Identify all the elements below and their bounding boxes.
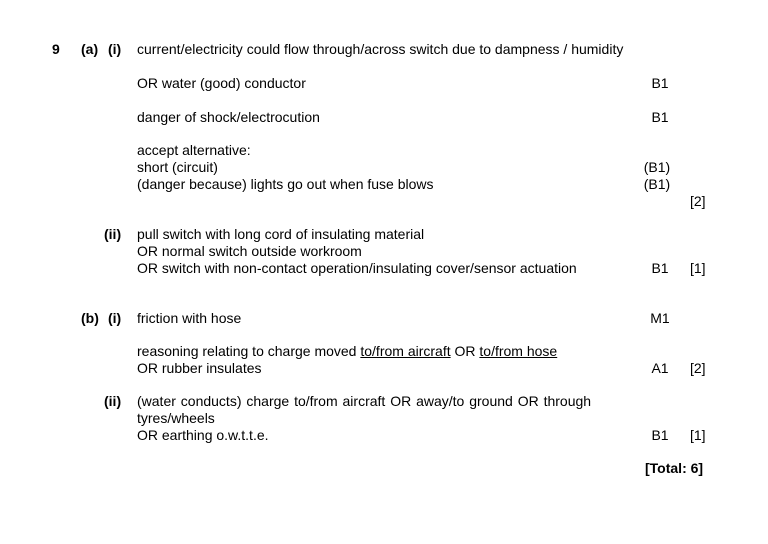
part-b-ii-label: (ii) <box>104 393 122 409</box>
a-ii-mark: B1 <box>651 260 669 276</box>
part-a-i-label: (i) <box>108 41 122 57</box>
a-i-alt2: (danger because) lights go out when fuse blows <box>137 176 434 192</box>
part-a-label: (a) <box>81 41 99 57</box>
b-ii-line1: (water conducts) charge to/from aircraft OR away/to ground OR through <box>137 393 592 409</box>
b-i-total: [2] <box>690 360 706 376</box>
part-b-i-label: (i) <box>108 310 122 326</box>
b-i-mark: A1 <box>651 360 669 376</box>
b-i-line2-pre: reasoning relating to charge moved <box>137 343 361 359</box>
b-i-line1-mark: M1 <box>650 310 670 326</box>
b-i-line2-mid: OR <box>450 343 480 359</box>
a-i-alt-heading: accept alternative: <box>137 142 251 158</box>
a-i-line1: current/electricity could flow through/across switch due to dampness / humidity <box>137 41 624 57</box>
a-ii-line3: OR switch with non-contact operation/insulating cover/sensor actuation <box>137 260 577 276</box>
a-ii-line1: pull switch with long cord of insulating material <box>137 226 425 242</box>
question-total: [Total: 6] <box>645 460 704 476</box>
b-i-line2-underline-hose: to/from hose <box>479 343 558 359</box>
a-i-line2-mark: B1 <box>651 75 669 91</box>
b-ii-total: [1] <box>690 427 706 443</box>
a-i-line3-mark: B1 <box>651 109 669 125</box>
question-number: 9 <box>52 41 60 57</box>
b-ii-line3: OR earthing o.w.t.t.e. <box>137 427 269 443</box>
a-i-alt1-mark: (B1) <box>643 159 671 175</box>
b-i-line3: OR rubber insulates <box>137 360 262 376</box>
a-i-line2: OR water (good) conductor <box>137 75 306 91</box>
b-i-line1: friction with hose <box>137 310 242 326</box>
a-ii-line2: OR normal switch outside workroom <box>137 243 362 259</box>
part-b-label: (b) <box>81 310 99 326</box>
a-i-line3: danger of shock/electrocution <box>137 109 320 125</box>
b-ii-line2: tyres/wheels <box>137 410 215 426</box>
a-i-alt1: short (circuit) <box>137 159 218 175</box>
b-ii-mark: B1 <box>651 427 669 443</box>
a-ii-total: [1] <box>690 260 706 276</box>
b-i-line2 <box>137 343 557 360</box>
part-a-ii-label: (ii) <box>104 226 122 242</box>
b-i-line2-underline-aircraft: to/from aircraft <box>360 343 451 359</box>
a-i-alt2-mark: (B1) <box>643 176 671 192</box>
a-i-total: [2] <box>690 193 706 209</box>
